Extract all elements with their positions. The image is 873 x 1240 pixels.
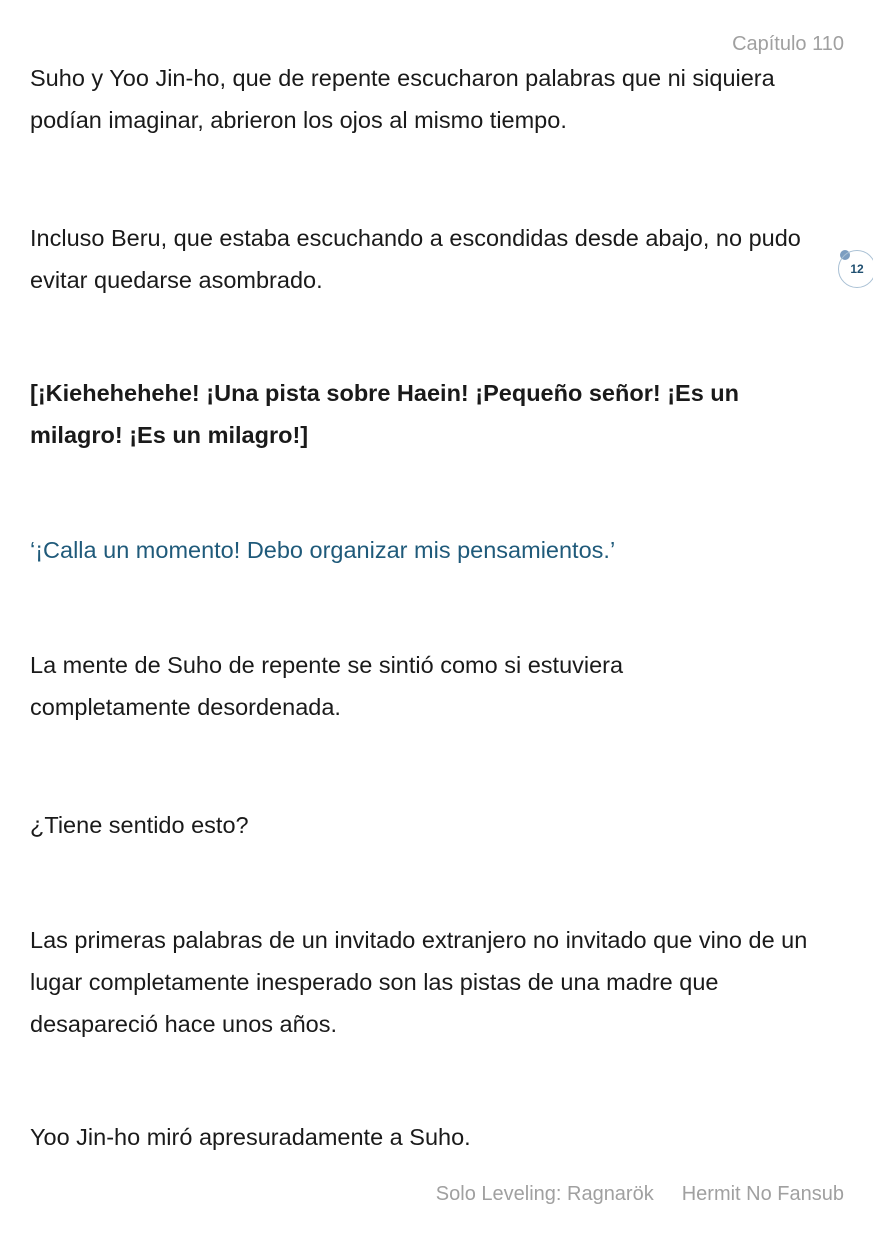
book-title: Solo Leveling: Ragnarök — [435, 1183, 654, 1205]
translator-credit: Hermit No Fansub — [681, 1183, 844, 1205]
paragraph: Suho y Yoo Jin-ho, que de repente escucharon palabras que ni siquiera podían imaginar, abrieron los ojos al mismo tiempo. — [30, 65, 775, 133]
paragraph: ¿Tiene sentido esto? — [30, 812, 249, 838]
paragraph: La mente de Suho de repente se sintió como si estuviera completamente desordenada. — [30, 652, 624, 720]
paragraph: Yoo Jin-ho miró apresuradamente a Suho. — [30, 1124, 471, 1150]
comment-count-badge[interactable]: 12 — [838, 250, 873, 288]
chapter-label: Capítulo 110 — [732, 33, 844, 55]
paragraph-thought: ‘¡Calla un momento! Debo organizar mis pensamientos.’ — [30, 537, 616, 563]
footer — [408, 1183, 844, 1206]
paragraph-dialogue: [¡Kiehehehehe! ¡Una pista sobre Haein! ¡Pequeño señor! ¡Es un milagro! ¡Es un milagro!] — [30, 380, 740, 448]
paragraph: Incluso Beru, que estaba escuchando a escondidas desde abajo, no pudo evitar quedarse asombrado. — [30, 225, 801, 293]
paragraph: Las primeras palabras de un invitado extranjero no invitado que vino de un lugar completamente inesperado son las pistas de una madre que desapareció hace unos años. — [30, 927, 808, 1037]
